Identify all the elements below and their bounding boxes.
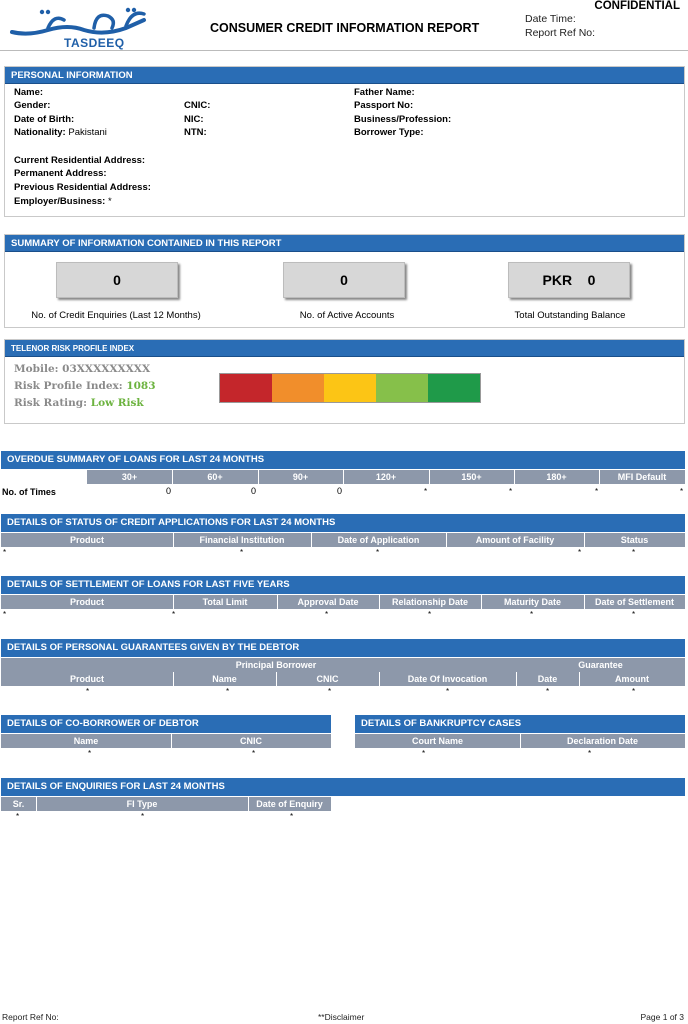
employer-field [14, 196, 112, 207]
overdue-value: 0 [166, 486, 172, 496]
guarantees-title: DETAILS OF PERSONAL GUARANTEES GIVEN BY THE DEBTOR [1, 639, 685, 657]
risk-index-label: Risk Profile Index: [14, 380, 123, 392]
settlement-title: DETAILS OF SETTLEMENT OF LOANS FOR LAST FIVE YEARS [1, 576, 685, 594]
previous-address-label: Previous Residential Address: [14, 182, 151, 193]
column-divider [171, 734, 172, 748]
empty-row-marker: * [240, 548, 244, 557]
no-of-times-label: No. of Times [2, 487, 56, 497]
empty-row-marker: * [578, 548, 582, 557]
column-divider [584, 595, 585, 609]
column-header-cell: Product [69, 535, 104, 545]
column-header-cell: Product [69, 597, 104, 607]
enquiries-column-header [1, 797, 331, 811]
outstanding-balance-tile: PKR 0 [508, 262, 630, 298]
co-borrower-column-header [1, 734, 331, 748]
empty-row-marker: * [172, 610, 176, 619]
column-header-cell: 180+ [546, 472, 567, 482]
current-address-label: Current Residential Address: [14, 155, 146, 166]
column-header-cell: 60+ [207, 472, 223, 482]
overdue-summary-title: OVERDUE SUMMARY OF LOANS FOR LAST 24 MONTHS [1, 451, 685, 469]
overdue-value: 0 [337, 486, 343, 496]
tasdeeq-logo-mark [8, 6, 148, 36]
column-header-cell: Date of Enquiry [256, 799, 323, 809]
settlement-column-header [1, 595, 685, 609]
column-header-cell: Date Of Invocation [407, 674, 488, 684]
risk-index-value: 1083 [126, 380, 156, 392]
column-header-cell: CNIC [316, 674, 339, 684]
guarantee-group: Guarantee [578, 660, 623, 670]
risk-color-scale [219, 373, 481, 403]
report-title: CONSUMER CREDIT INFORMATION REPORT [210, 21, 480, 35]
risk-index-field [14, 380, 156, 392]
risk-scale-segment [220, 374, 272, 402]
column-header-cell: CNIC [240, 736, 262, 746]
risk-scale-segment [376, 374, 428, 402]
empty-row-marker: * [632, 610, 636, 619]
risk-scale-segment [272, 374, 324, 402]
risk-scale-segment [324, 374, 376, 402]
tasdeeq-logo [8, 6, 148, 48]
column-divider [173, 672, 174, 686]
principal-borrower-group: Principal Borrower [235, 660, 317, 670]
column-header-cell: Amount of Facility [475, 535, 555, 545]
empty-row-marker: * [16, 812, 20, 821]
column-divider [173, 533, 174, 547]
credit-applications-column-header [1, 533, 685, 547]
empty-row-marker: * [546, 687, 550, 696]
column-divider [276, 672, 277, 686]
column-divider [516, 672, 517, 686]
column-header-cell: 120+ [375, 472, 397, 482]
column-divider [429, 470, 430, 484]
column-header-cell: Financial Institution [199, 535, 285, 545]
active-accounts-label: No. of Active Accounts [299, 310, 395, 321]
mobile-field [14, 363, 150, 375]
logo-text: TASDEEQ [64, 36, 125, 50]
column-header-cell: Sr. [12, 799, 25, 809]
column-divider [172, 470, 173, 484]
column-divider [514, 470, 515, 484]
column-header-cell: Relationship Date [391, 597, 468, 607]
overdue-value: * [680, 487, 684, 496]
enquiries-title: DETAILS OF ENQUIRIES FOR LAST 24 MONTHS [1, 778, 685, 796]
column-header-cell: Total Limit [202, 597, 248, 607]
confidential-label: CONFIDENTIAL [594, 0, 680, 12]
column-header-cell: Name [212, 674, 237, 684]
column-header-cell: Name [73, 736, 99, 746]
column-divider [584, 533, 585, 547]
nic-label: NIC: [184, 114, 204, 125]
business-label: Business/Profession: [354, 114, 452, 125]
empty-row-marker: * [141, 812, 145, 821]
column-divider [258, 470, 259, 484]
overdue-column-header [87, 470, 685, 484]
column-header-cell: Approval Date [297, 597, 359, 607]
column-header-cell: Court Name [411, 736, 463, 746]
column-header-cell: Date of Application [337, 535, 420, 545]
nationality-field [14, 127, 107, 138]
overdue-value: 0 [251, 486, 257, 496]
mobile-label: Mobile: [14, 363, 59, 375]
risk-rating-value: Low Risk [90, 397, 144, 409]
personal-information-section [4, 66, 685, 217]
column-divider [311, 533, 312, 547]
column-header-cell: 150+ [461, 472, 482, 482]
section-title: PERSONAL INFORMATION [5, 67, 684, 84]
footer-disclaimer: **Disclaimer [318, 1012, 365, 1022]
column-header-cell: Maturity Date [503, 597, 561, 607]
risk-scale-segment [428, 374, 480, 402]
column-header-cell: MFI Default [617, 472, 667, 482]
empty-row-marker: * [632, 687, 636, 696]
passport-label: Passport No: [354, 100, 414, 111]
column-divider [520, 734, 521, 748]
credit-applications-title: DETAILS OF STATUS OF CREDIT APPLICATIONS FOR LAST 24 MONTHS [1, 514, 685, 532]
column-divider [36, 797, 37, 811]
empty-row-marker: * [252, 749, 256, 758]
active-accounts-tile: 0 [283, 262, 405, 298]
column-header-cell: Date of Settlement [594, 597, 674, 607]
empty-row-marker: * [588, 749, 592, 758]
column-divider [481, 595, 482, 609]
report-ref-label: Report Ref No: [525, 27, 596, 39]
dob-label: Date of Birth: [14, 114, 75, 125]
column-divider [173, 595, 174, 609]
empty-row-marker: * [3, 548, 7, 557]
empty-row-marker: * [446, 687, 450, 696]
employer-value: * [107, 196, 112, 207]
header-divider [0, 50, 688, 51]
guarantees-column-header [1, 658, 685, 686]
borrower-type-label: Borrower Type: [354, 127, 424, 138]
empty-row-marker: * [328, 687, 332, 696]
date-time-label: Date Time: [525, 13, 576, 25]
empty-row-marker: * [290, 812, 294, 821]
nationality-value: Pakistani [68, 127, 107, 138]
empty-row-marker: * [376, 548, 380, 557]
column-header-cell: Amount [615, 674, 649, 684]
risk-rating-field [14, 397, 144, 409]
empty-row-marker: * [428, 610, 432, 619]
column-header-cell: 30+ [121, 472, 138, 482]
nationality-label: Nationality: [14, 127, 66, 138]
empty-row-marker: * [3, 610, 7, 619]
outstanding-balance-label: Total Outstanding Balance [514, 310, 626, 321]
empty-row-marker: * [86, 687, 90, 696]
gender-label: Gender: [14, 100, 51, 111]
column-divider [599, 470, 600, 484]
column-divider [248, 797, 249, 811]
column-header-cell: Declaration Date [566, 736, 639, 746]
empty-row-marker: * [632, 548, 636, 557]
column-divider [579, 672, 580, 686]
employer-label: Employer/Business: [14, 196, 106, 207]
risk-rating-label: Risk Rating: [14, 397, 88, 409]
empty-row-marker: * [88, 749, 92, 758]
permanent-address-label: Permanent Address: [14, 168, 107, 179]
column-header-cell: 90+ [292, 472, 309, 482]
credit-enquiries-label: No. of Credit Enquiries (Last 12 Months) [31, 310, 201, 321]
overdue-value: * [509, 487, 513, 496]
empty-row-marker: * [530, 610, 534, 619]
column-divider [379, 595, 380, 609]
co-borrower-title: DETAILS OF CO-BORROWER OF DEBTOR [1, 715, 331, 733]
empty-row-marker: * [226, 687, 230, 696]
credit-enquiries-tile: 0 [56, 262, 178, 298]
name-label: Name: [14, 87, 44, 98]
bankruptcy-title: DETAILS OF BANKRUPTCY CASES [355, 715, 685, 733]
column-header-cell: Status [620, 535, 649, 545]
footer-ref-no: Report Ref No: [2, 1012, 59, 1022]
section-title: SUMMARY OF INFORMATION CONTAINED IN THIS REPORT [5, 235, 684, 252]
column-header-cell: FI Type [126, 799, 158, 809]
column-divider [277, 595, 278, 609]
empty-row-marker: * [422, 749, 426, 758]
overdue-value: * [595, 487, 599, 496]
mobile-value: 03XXXXXXXXX [62, 363, 151, 375]
ntn-label: NTN: [184, 127, 207, 138]
footer-page-number: Page 1 of 3 [640, 1012, 684, 1022]
bankruptcy-column-header [355, 734, 685, 748]
column-header-cell: Product [69, 674, 104, 684]
column-divider [446, 533, 447, 547]
column-divider [343, 470, 344, 484]
column-divider [379, 672, 380, 686]
father-name-label: Father Name: [354, 87, 415, 98]
section-title: TELENOR RISK PROFILE INDEX [5, 340, 684, 357]
empty-row-marker: * [325, 610, 329, 619]
overdue-value: * [424, 487, 428, 496]
column-header-cell: Date [537, 674, 558, 684]
cnic-label: CNIC: [184, 100, 211, 111]
